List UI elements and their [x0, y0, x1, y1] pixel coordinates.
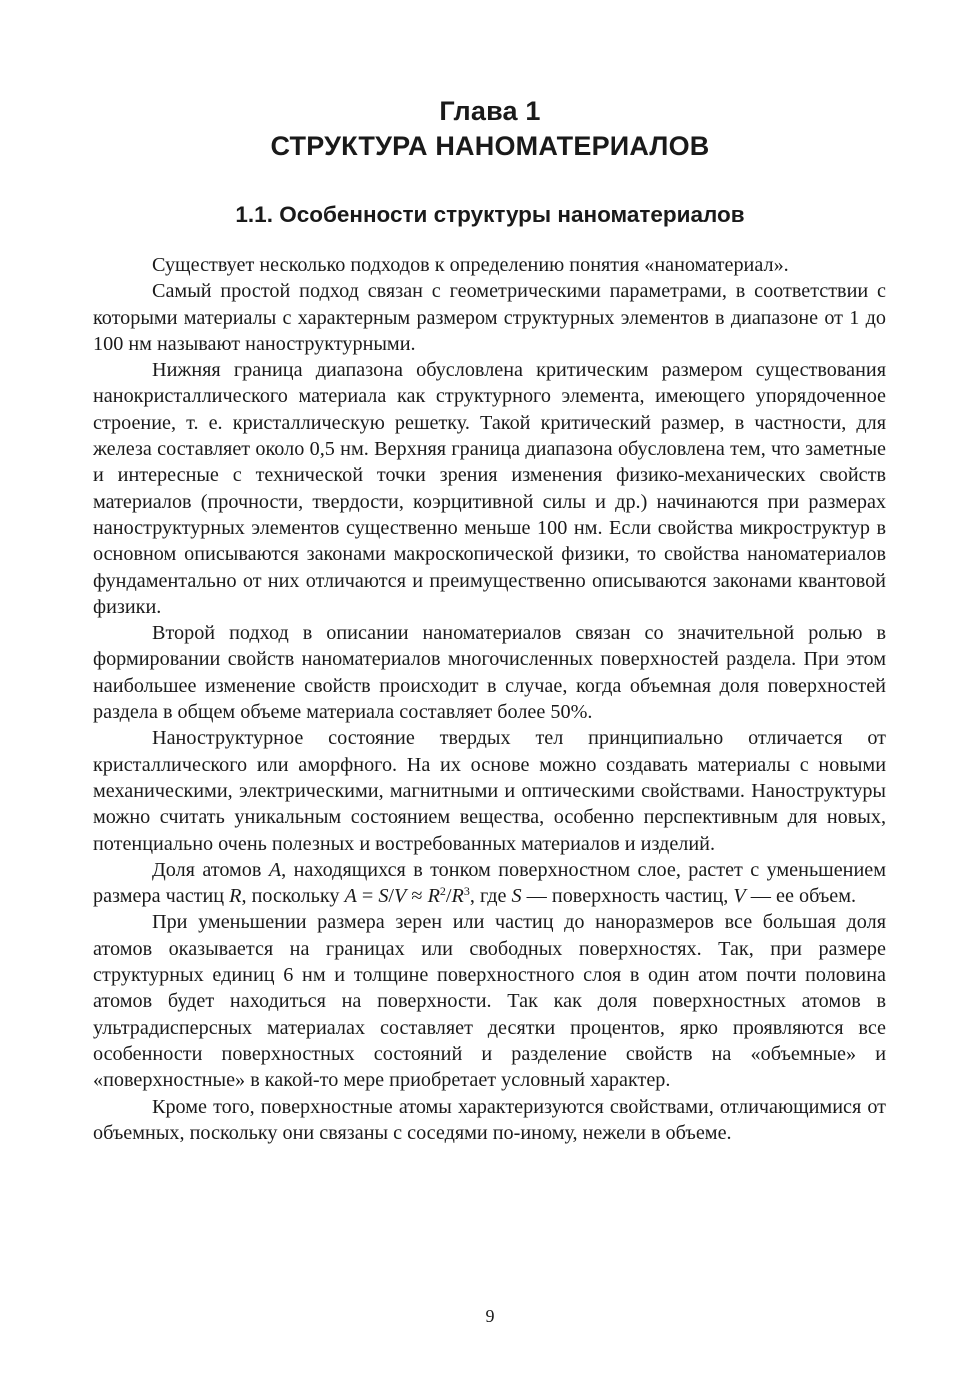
chapter-title: СТРУКТУРА НАНОМАТЕРИАЛОВ: [270, 131, 710, 161]
paragraph: Самый простой подход связан с геометрическими параметрами, в соответствии с которыми материалы с характерным размером структурных элементов в диапазоне от 1 до 100 нм называют наноструктурными.: [93, 280, 886, 355]
variable-v: V: [733, 885, 746, 908]
paragraph: Наноструктурное состояние твердых тел принципиально отличается от кристаллического или аморфного. На их основе можно создавать материалы с новыми механическими, электрическими, магнитными и оптическими свойствами. Наноструктуры можно считать уникальным состоянием вещества, особенно перспективным для новых, потенциально очень полезных и востребованных материалов и изделий.: [93, 727, 886, 855]
variable-r: R: [229, 885, 242, 908]
paragraph: Нижняя граница диапазона обусловлена критическим размером существования нанокристаллического материала как структурного элемента, имеющего упорядоченное строение, т. е. кристаллическую решетку. Такой критический размер, в частности, для железа составляет около 0,5 нм. Верхняя граница диапазона обусловлена тем, что заметные и интересные с технической точки зрения изменения физико-механических свойств материалов (прочности, твердости, коэрцитивной силы и др.) начинаются при размерах наноструктурных элементов существенно меньше 100 нм. Если свойства микроструктур в основном описываются законами макроскопической физики, то свойства наноматериалов фундаментально от них отличаются и преимущественно описываются законами квантовой физики.: [93, 359, 886, 618]
text-run: — поверхность частиц,: [521, 885, 734, 908]
paragraph: Кроме того, поверхностные атомы характеризуются свойствами, отличающимися от объемных, поскольку они связаны с соседями по-иному, нежели в объеме.: [93, 1095, 886, 1144]
chapter-label: Глава 1: [439, 96, 541, 126]
text-run: =: [356, 885, 379, 908]
text-run: , поскольку: [241, 885, 345, 908]
superscript: 3: [463, 884, 470, 899]
text-run: /: [445, 885, 452, 908]
text-run: /: [388, 885, 395, 908]
variable-a: A: [344, 885, 357, 908]
text-run: Доля атомов: [152, 858, 269, 881]
text-run: — ее объем.: [745, 885, 857, 908]
section-title: 1.1. Особенности структуры наноматериалов: [235, 202, 745, 227]
variable-s: S: [511, 885, 522, 908]
body-text: [93, 252, 886, 1146]
variable-r: R: [451, 885, 464, 908]
paragraph: Существует несколько подходов к определению понятия «наноматериал».: [152, 254, 789, 276]
variable-r: R: [427, 885, 440, 908]
variable-s: S: [378, 885, 389, 908]
variable-v: V: [394, 885, 407, 908]
text-run: , где: [469, 885, 512, 908]
paragraph: При уменьшении размера зерен или частиц до наноразмеров все большая доля атомов оказывается на границах или свободных поверхностях. Так, при размере структурных единиц 6 нм и толщине поверхностного слоя в один атом почти половина атомов будет находиться на поверхности. Так как доля поверхностных атомов в ультрадисперсных материалах составляет десятки процентов, ярко проявляются все особенности поверхностных состояний и разделение свойств на «объемные» и «поверхностные» в какой-то мере приобретает условный характер.: [93, 911, 886, 1092]
text-run: ≈: [406, 885, 428, 908]
text-run: , находящихся в тонком поверхностном слое, растет с уменьшением размера частиц: [93, 858, 886, 908]
superscript: 2: [439, 884, 446, 899]
formula-paragraph: [93, 857, 886, 910]
paragraph: Второй подход в описании наноматериалов связан со значительной ролью в формировании свойств наноматериалов многочисленных поверхностей раздела. При этом наибольшее изменение свойств происходит в случае, когда объемная доля поверхностей раздела в общем объеме материала составляет более 50%.: [93, 622, 886, 724]
page-number: 9: [485, 1306, 495, 1326]
variable-a: A: [268, 858, 282, 881]
